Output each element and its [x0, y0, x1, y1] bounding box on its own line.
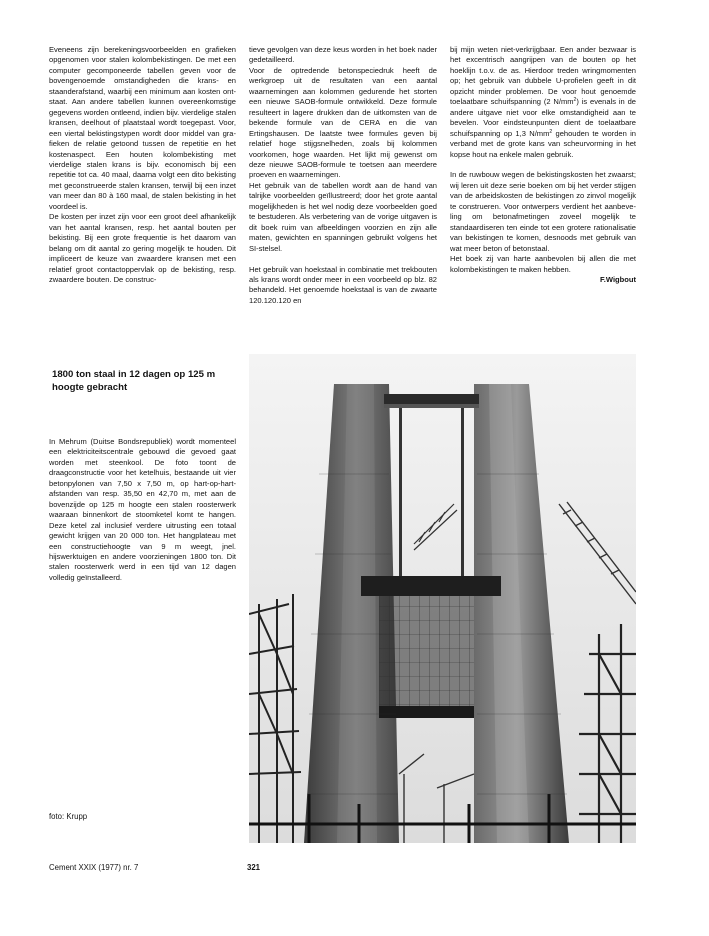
- col2-paragraph: Voor de optredende betonspeciedruk heeft de werkgroep uit de resultaten van een aantal waarnemingen aan kolommen gedurende het storten een nieuwe SAOB-formule ontwikkeld. Deze formule resulteert in lagere drukken dan de uitkomsten van de bekende formule van de CERA en die van Ertingshausen. De laatste twee formules geven bij relatief hoge stijgsnelheden, zoals bij kolommen voorkomen, hoge waarden. Het lijkt mij gewenst om deze nieuwe SAOB-formule te toetsen aan meerdere proeven en waarnemingen.: [249, 65, 437, 180]
- page-number: 321: [247, 863, 261, 872]
- superscript: 2: [549, 128, 553, 135]
- col2-paragraph: Het gebruik van hoekstaal in combinatie met trekbouten als krans wordt onder meer in een voorbeeld op blz. 82 behandeld. Het genoemde hoekstaal is van de zwaarte 120.120.120 en: [249, 264, 437, 305]
- construction-photo: [249, 354, 636, 843]
- col3-text: bij mijn weten niet-verkrijgbaar. Een ander bezwaar is het excentrisch aangrijpen van de bouten op het hoeklijn t.o.v. de as. Hierdoor treden wringmomenten op; het gebruik van dubbele U-profielen geeft in dit opzicht minder problemen. De voor hout genoemde toelaatbare schuifspanning (2 N/mm: [450, 45, 636, 107]
- photo-credit: foto: Krupp: [49, 812, 88, 821]
- article-column-3: [450, 45, 636, 285]
- col2-paragraph: Het gebruik van de tabellen wordt aan de hand van talrijke voorbeelden geïllustreerd; door het grote aantal mogelijkheden is het wel nodig deze voorbeelden goed te bestuderen. Als verbetering van de vorige uitgaven is dit boek ruim van afbeeldingen voorzien en zijn alle maten, gewichten en spanningen gebruikt volgens het SI-stelsel.: [249, 180, 437, 253]
- col3-text: gehouden te worden in verband met de grote kans van scheurvorming in het kopse hout na enkele malen gebruik.: [450, 128, 636, 159]
- col3-paragraph: [450, 45, 636, 160]
- col2-paragraph: tieve gevolgen van deze keus worden in het boek nader gedetailleerd.: [249, 45, 437, 65]
- col3-paragraph: Het boek zij van harte aanbevolen bij allen die met kolombekistingen te maken hebben.: [450, 254, 636, 274]
- article-column-2: [249, 45, 437, 306]
- col3-paragraph: In de ruwbouw wegen de bekistingskosten het zwaarst; wij leren uit deze serie boeken om bij het verder stijgen van de arbeidskosten de bekistingen zo zinvol mogelijk te construeren. Voor ontwerpers verdient het aanbeveling om betonafmetingen zoveel mogelijk te standaardiseren ten einde tot een grotere rationalisatie van bekistingen te komen, desnoods met gebruik van wat meer beton of betonstaal.: [450, 170, 636, 253]
- article-column-1: [49, 45, 236, 285]
- col3-text: ) is evenals in de andere uitgave niet voor elke omstandigheid aan te bevelen. Voor eindsteunpunten dient de toelaatbare schuifspanning op 1,3 N/mm: [450, 97, 636, 138]
- col1-paragraph: De kosten per inzet zijn voor een groot deel afhankelijk van het aantal kransen, resp. het aantal bouten per bekisting. Bij een grote frequentie is het daarom van belang om dit aantal zo gering mogelijk te houden. Dit impliceert de keuze van zwaardere kransen met een relatief groot contactoppervlak op de bekisting, resp. zwaardere bouten. De construc-: [49, 212, 236, 284]
- col1-paragraph: Eveneens zijn berekeningsvoorbeelden en grafieken opgenomen voor stalen kolombekistingen. De met een computer gecomponeerde tabellen geven voor de bovengenoemde omstandigheden die krans- en staanderafstand, waarbij een minimum aan kosten ontstaat. Aan andere tabellen kunnen overeenkomstige gegevens worden ontleend, indien bijv. vierdelige stalen kransen, deelhout of plaatstaal wordt toegepast. Voor, een viertal bekistingstypen wordt door middel van grafieken de relatie getoond tussen de repetitie en het kostenaspect. Een houten kolombekisting met vierdelige stalen krans is bijv. economisch bij een repetitie tot ca. 40 maal, daarna volgt een dito bekisting met geconstrueerde stalen kransen, terwijl bij een inzet van meer dan 80 à 160 maal, de stalen bekisting in het voordeel is.: [49, 45, 236, 211]
- superscript: 2: [573, 97, 577, 104]
- news-headline: 1800 ton staal in 12 dagen op 125 m hoogte gebracht: [52, 369, 216, 393]
- reviewer-signature: F.Wigbout: [600, 274, 636, 284]
- journal-reference: Cement XXIX (1977) nr. 7: [49, 863, 139, 872]
- news-body: In Mehrum (Duitse Bondsrepubliek) wordt momenteel een elektriciteitscentrale gebouwd die gevoed gaat worden met steenkool. De foto toont de draagconstructie voor het ketelhuis, bestaande uit vier betonpylonen van 7,50 x 7,50 m, op hart-op-hart-afstanden van resp. 35,50 en 42,70 m, met aan de bovenzijde op 125 m hoogte een stalen roosterwerk waaraan binnenkort de stoomketel komt te hangen. Deze ketel zal inclusief verdere uitrusting een totaal gewicht krijgen van 20 000 ton. Het hangplateau met een constructiehoogte van 9 m weegt, jnel. hijswerktuigen en andere voorzieningen 1800 ton. Dit stalen roosterwerk werd in een tijd van 12 dagen volledig geïnstalleerd.: [49, 437, 236, 582]
